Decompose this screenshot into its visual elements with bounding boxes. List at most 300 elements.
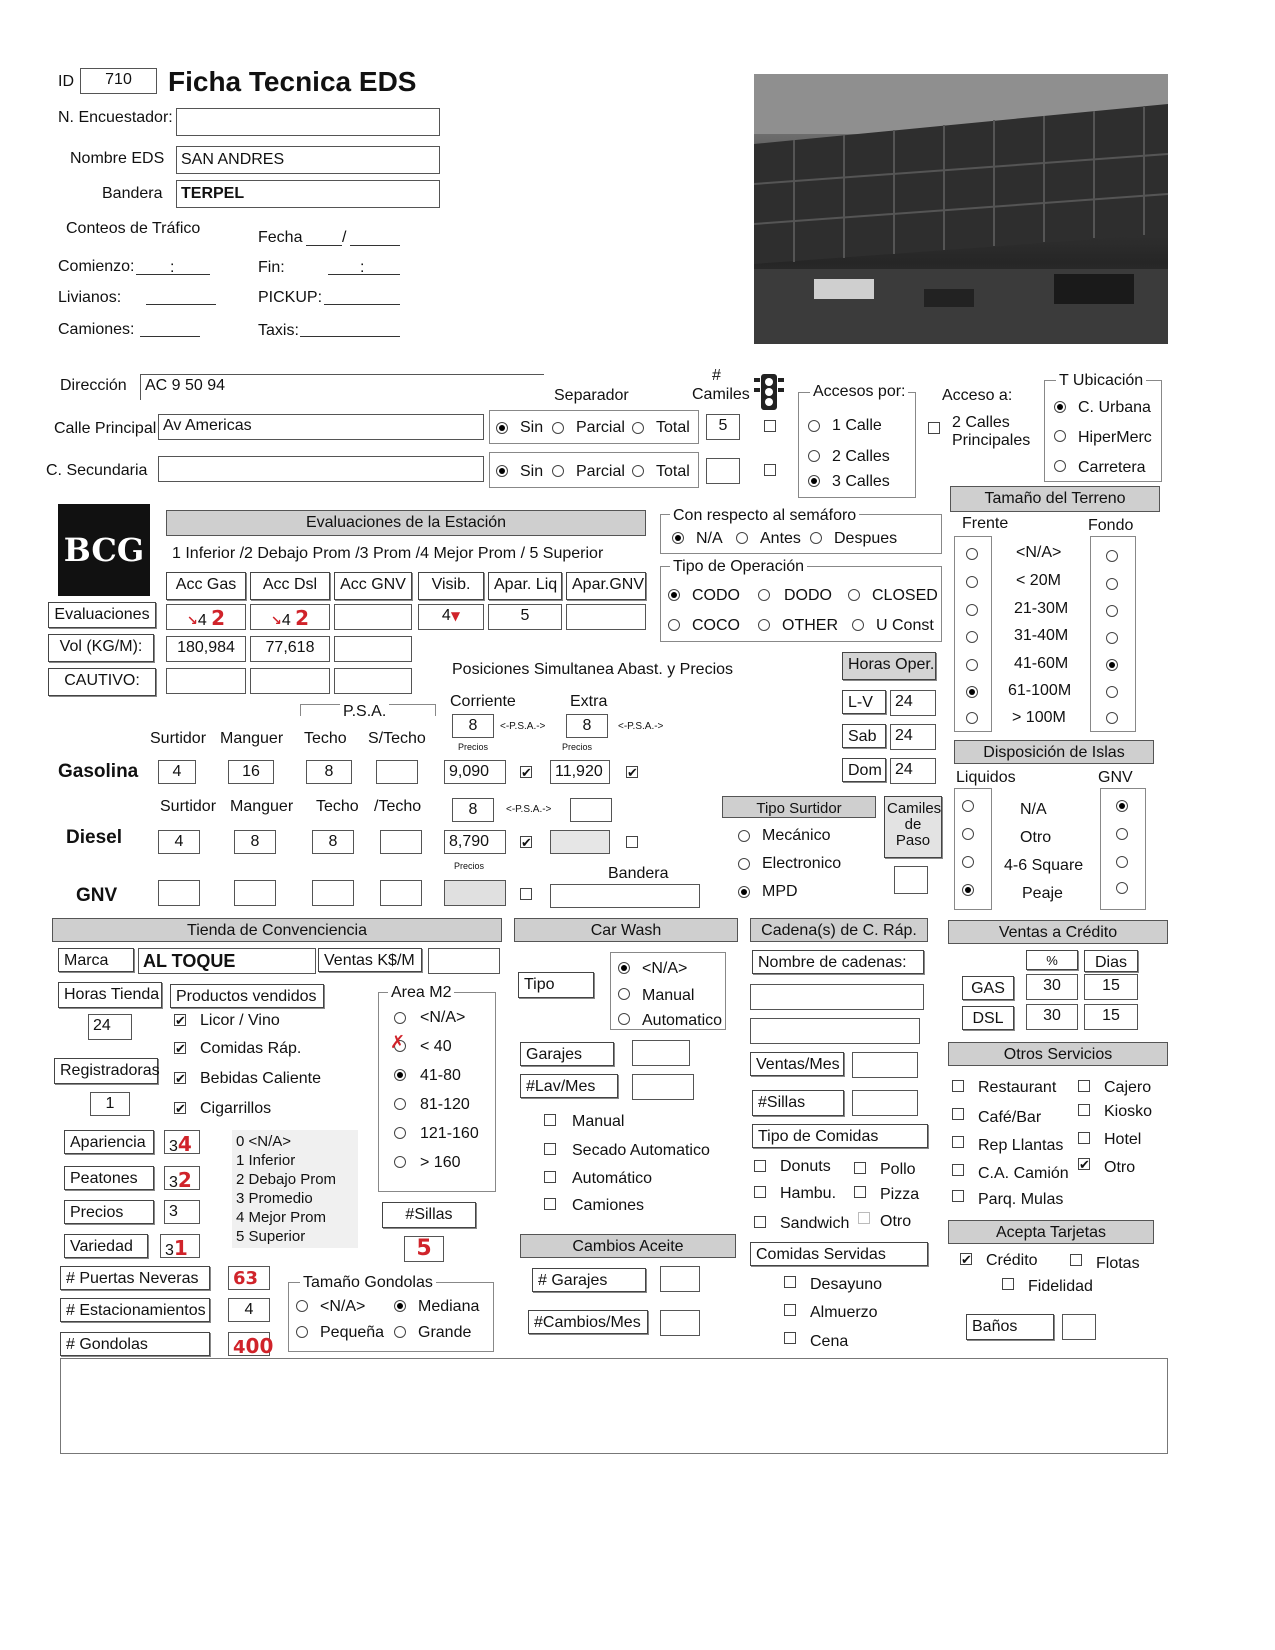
sep-principal-total-radio[interactable]	[632, 422, 644, 434]
carwash-auto-label: Automático	[572, 1170, 653, 1187]
horas-lv-field[interactable]: 24	[890, 690, 936, 716]
eval-apar-liq[interactable]: 5	[488, 604, 562, 630]
operacion-other-label: OTHER	[782, 617, 838, 634]
notes-textarea[interactable]	[60, 1358, 1168, 1454]
fondo-61-100-radio[interactable]	[1106, 686, 1118, 698]
estacionamientos-field[interactable]: 4	[228, 1298, 270, 1322]
livianos-line[interactable]	[146, 304, 216, 305]
gas-corriente-precio[interactable]: 9,090	[444, 760, 506, 784]
fecha-month-line[interactable]	[350, 245, 400, 246]
otros-cajero-checkbox[interactable]	[1078, 1080, 1090, 1092]
gondolas-field[interactable]: 400	[228, 1332, 270, 1356]
producto-cigarrillos-label: Cigarrillos	[200, 1100, 272, 1117]
legend-4: 4 Mejor Prom	[236, 1209, 327, 1226]
islas-opt-square: 4-6 Square	[1004, 857, 1084, 874]
taxis-label: Taxis:	[258, 322, 299, 339]
diesel-surtidor[interactable]: 4	[158, 830, 200, 854]
sep-secundaria-parcial-label: Parcial	[576, 463, 625, 480]
frente-21-30-radio[interactable]	[966, 604, 978, 616]
horas-sab-field[interactable]: 24	[890, 724, 936, 750]
principal-camiles-field[interactable]: 5	[706, 414, 740, 440]
header-acc-gas: Acc Gas	[166, 572, 246, 600]
sep-secundaria-sin-radio[interactable]	[496, 465, 508, 477]
gondolas-size-title: Tamaño Gondolas	[300, 1275, 436, 1291]
ventas-field[interactable]	[428, 948, 500, 974]
gnv-precio[interactable]	[444, 880, 506, 906]
legend-2: 2 Debajo Prom	[236, 1171, 337, 1188]
rating-legend	[232, 1130, 358, 1248]
cadenas-ventas-label: Ventas/Mes	[750, 1052, 844, 1076]
cautivo-row-label: CAUTIVO:	[48, 668, 156, 696]
islas-gnv-na-radio[interactable]	[1116, 800, 1128, 812]
otros-hotel-checkbox[interactable]	[1078, 1132, 1090, 1144]
carwash-auto-checkbox[interactable]	[544, 1171, 556, 1183]
operacion-dodo-radio[interactable]	[758, 589, 770, 601]
fondo-21-30-radio[interactable]	[1106, 605, 1118, 617]
area-41-80-radio[interactable]	[394, 1069, 406, 1081]
aceite-cambios-label: #Cambios/Mes	[528, 1310, 648, 1334]
psa-group-title: P.S.A.	[340, 704, 389, 720]
header-acc-dsl: Acc Dsl	[250, 572, 330, 600]
ubicacion-title: T Ubicación	[1056, 373, 1146, 389]
semaforo-despues-radio[interactable]	[810, 532, 822, 544]
aceite-garajes-label: # Garajes	[532, 1268, 646, 1292]
frente-20-radio[interactable]	[966, 576, 978, 588]
diesel-psa2[interactable]	[570, 798, 612, 822]
principal-semaforo-checkbox[interactable]	[764, 420, 776, 432]
legend-3: 3 Promedio	[236, 1190, 313, 1207]
fondo-na-radio[interactable]	[1106, 550, 1118, 562]
gas-corriente-precios-label: Precios	[458, 742, 489, 752]
gas-extra-psa[interactable]: 8	[566, 714, 608, 738]
otros-hotel-label: Hotel	[1104, 1131, 1142, 1148]
credito-dsl-pct[interactable]: 30	[1026, 1004, 1078, 1030]
otros-title: Otros Servicios	[948, 1042, 1168, 1066]
horas-dom-field[interactable]: 24	[890, 758, 936, 784]
servida-desayuno-label: Desayuno	[810, 1276, 883, 1293]
header-apar-gnv: Apar.GNV	[566, 572, 646, 600]
frente-31-40-radio[interactable]	[966, 631, 978, 643]
carwash-manual-check-label: Manual	[572, 1113, 625, 1130]
otros-restaurant-checkbox[interactable]	[952, 1080, 964, 1092]
terreno-opt-41-60: 41-60M	[1014, 655, 1069, 672]
col-manguer: Manguer	[220, 730, 284, 747]
banos-field[interactable]	[1062, 1314, 1096, 1340]
fondo-100-radio[interactable]	[1106, 712, 1118, 724]
gas-extra-precios-label: Precios	[562, 742, 593, 752]
frente-na-radio[interactable]	[966, 548, 978, 560]
gas-psa-arrow-2: <-P.S.A.->	[618, 721, 664, 732]
camiones-label: Camiones:	[58, 321, 135, 338]
islas-gnv-label: GNV	[1098, 769, 1133, 786]
surtidor-electronico-label: Electronico	[762, 855, 842, 872]
islas-liq-na-radio[interactable]	[962, 800, 974, 812]
islas-opt-na: N/A	[1020, 801, 1047, 818]
carwash-lav-label: #Lav/Mes	[520, 1074, 618, 1098]
ubicacion-urbana-radio[interactable]	[1054, 401, 1066, 413]
secundaria-camiles-field[interactable]	[706, 458, 740, 484]
carwash-secado-checkbox[interactable]	[544, 1143, 556, 1155]
producto-licor-checkbox[interactable]	[174, 1014, 186, 1026]
secundaria-semaforo-checkbox[interactable]	[764, 464, 776, 476]
horas-tienda-field[interactable]: 24	[88, 1014, 132, 1040]
area-160-label: > 160	[420, 1154, 461, 1171]
fecha-sep: /	[342, 229, 347, 246]
cadenas-nombre-label: Nombre de cadenas:	[752, 950, 924, 974]
livianos-label: Livianos:	[58, 289, 122, 306]
registradoras-field[interactable]: 1	[90, 1092, 130, 1116]
fin-sep: :	[360, 259, 365, 276]
gas-stecho[interactable]	[376, 760, 418, 784]
tienda-sillas-label: #Sillas	[382, 1202, 476, 1228]
credito-gas-pct[interactable]: 30	[1026, 974, 1078, 1000]
cadenas-sillas-field[interactable]	[852, 1090, 918, 1116]
area-na-label: <N/A>	[420, 1009, 466, 1026]
surtidor-mecanico-label: Mecánico	[762, 827, 831, 844]
comida-otro-label: Otro	[880, 1213, 912, 1230]
peatones-field[interactable]: 32	[164, 1166, 200, 1190]
tarjetas-title: Acepta Tarjetas	[948, 1220, 1154, 1244]
operacion-uconst-label: U Const	[876, 617, 934, 634]
operacion-coco-label: COCO	[692, 617, 740, 634]
gondolas-label: # Gondolas	[60, 1332, 210, 1356]
id-field[interactable]: 710	[80, 68, 157, 94]
gondolas-grande-radio[interactable]	[394, 1326, 406, 1338]
comienzo-label: Comienzo:	[58, 258, 135, 275]
credito-pct-header: %	[1026, 950, 1078, 970]
surtidor-mecanico-radio[interactable]	[738, 830, 750, 842]
gas-corriente-precio-checkbox[interactable]	[520, 766, 532, 778]
comida-pollo-checkbox[interactable]	[854, 1162, 866, 1174]
carwash-automatico-radio[interactable]	[618, 1013, 630, 1025]
credito-gas-dias[interactable]: 15	[1084, 974, 1138, 1000]
sep-principal-sin-radio[interactable]	[496, 422, 508, 434]
calle-secundaria-field[interactable]	[158, 456, 484, 482]
pickup-line[interactable]	[324, 304, 400, 305]
sep-secundaria-total-radio[interactable]	[632, 465, 644, 477]
servidas-label: Comidas Servidas	[750, 1242, 928, 1266]
cautivo-acc-gas[interactable]	[166, 668, 246, 694]
tienda-sillas-field[interactable]: 5	[404, 1236, 444, 1262]
sep-principal-total-label: Total	[656, 419, 690, 436]
apariencia-field[interactable]: 34	[164, 1130, 200, 1154]
area-81-120-label: 81-120	[420, 1096, 470, 1113]
gas-manguer[interactable]: 16	[228, 760, 274, 784]
bcg-logo: BCG	[58, 504, 150, 596]
otros-otro-label: Otro	[1104, 1159, 1136, 1176]
diesel-precio2[interactable]	[550, 830, 610, 854]
ubicacion-hipermerc-radio[interactable]	[1054, 430, 1066, 442]
frente-100-radio[interactable]	[966, 712, 978, 724]
frente-61-100-radio[interactable]	[966, 686, 978, 698]
legend-0: 0 <N/A>	[236, 1133, 292, 1150]
operacion-closed-label: CLOSED	[872, 587, 938, 604]
posiciones-label: Posiciones Simultanea Abast. y Precios	[452, 661, 734, 678]
operacion-coco-radio[interactable]	[668, 619, 680, 631]
terreno-opt-na: <N/A>	[1016, 544, 1062, 561]
frente-41-60-radio[interactable]	[966, 659, 978, 671]
extra-label: Extra	[570, 693, 608, 710]
camiones-line[interactable]	[140, 336, 200, 337]
marca-label: Marca	[58, 948, 134, 972]
otros-cafe-label: Café/Bar	[978, 1109, 1042, 1126]
carwash-camiones-checkbox[interactable]	[544, 1198, 556, 1210]
ubicacion-urbana-label: C. Urbana	[1078, 399, 1151, 416]
acceso-2calles-checkbox[interactable]	[928, 422, 940, 434]
gas-extra-precio[interactable]: 11,920	[550, 760, 610, 784]
horas-dom-label: Dom	[842, 758, 886, 782]
area-160-radio[interactable]	[394, 1156, 406, 1168]
diesel-precio[interactable]: 8,790	[444, 830, 506, 854]
puertas-label: # Puertas Neveras	[60, 1266, 210, 1290]
taxis-line[interactable]	[300, 336, 400, 337]
camiles-label: Camiles	[692, 386, 750, 403]
islas-gnv-peaje-radio[interactable]	[1116, 882, 1128, 894]
horas-tienda-label: Horas Tienda	[58, 982, 162, 1008]
semaforo-despues-label: Despues	[834, 530, 898, 547]
credito-dias-header: Dias	[1084, 950, 1138, 972]
credito-dsl-dias[interactable]: 15	[1084, 1004, 1138, 1030]
gasolina-label: Gasolina	[58, 761, 139, 782]
otros-kiosko-checkbox[interactable]	[1078, 1104, 1090, 1116]
area-81-120-radio[interactable]	[394, 1098, 406, 1110]
surtidor-mpd-radio[interactable]	[738, 886, 750, 898]
gondolas-pequena-radio[interactable]	[296, 1326, 308, 1338]
servida-cena-checkbox[interactable]	[784, 1332, 796, 1344]
vol-acc-gas[interactable]: 180,984	[166, 636, 246, 662]
diesel-manguer[interactable]: 8	[234, 830, 276, 854]
accesos-3calles-radio[interactable]	[808, 475, 820, 487]
accesos-1calle-label: 1 Calle	[832, 417, 882, 434]
gas-techo[interactable]: 8	[306, 760, 352, 784]
tarjetas-fidelidad-checkbox[interactable]	[1002, 1278, 1014, 1290]
producto-comidas-checkbox[interactable]	[174, 1042, 186, 1054]
marca-field[interactable]: AL TOQUE	[138, 948, 316, 974]
terreno-opt-20: < 20M	[1016, 572, 1061, 589]
puertas-field[interactable]: 63	[228, 1266, 270, 1290]
comida-pizza-checkbox[interactable]	[854, 1186, 866, 1198]
apariencia-label: Apariencia	[64, 1130, 154, 1154]
calle-principal-field[interactable]: Av Americas	[158, 414, 484, 440]
gas-corriente-psa[interactable]: 8	[452, 714, 494, 738]
tarjetas-credito-checkbox[interactable]	[960, 1253, 972, 1265]
producto-cigarrillos-checkbox[interactable]	[174, 1102, 186, 1114]
comida-pollo-label: Pollo	[880, 1161, 916, 1178]
area-40-label: < 40	[420, 1038, 452, 1055]
gas-psa-arrow-1: <-P.S.A.->	[500, 721, 546, 732]
sep-principal-parcial-label: Parcial	[576, 419, 625, 436]
fecha-label: Fecha	[258, 229, 303, 246]
bandera-field[interactable]: TERPEL	[176, 180, 440, 208]
diesel-techo[interactable]: 8	[312, 830, 354, 854]
terreno-opt-31-40: 31-40M	[1014, 627, 1069, 644]
gondolas-grande-label: Grande	[418, 1324, 472, 1341]
gondolas-na-radio[interactable]	[296, 1300, 308, 1312]
servida-desayuno-checkbox[interactable]	[784, 1276, 796, 1288]
operacion-title: Tipo de Operación	[670, 559, 807, 575]
encuestador-field[interactable]	[176, 108, 440, 136]
carwash-na-radio[interactable]	[618, 962, 630, 974]
terreno-fondo-label: Fondo	[1088, 517, 1134, 534]
gondolas-mediana-radio[interactable]	[394, 1300, 406, 1312]
sep-secundaria-parcial-radio[interactable]	[552, 465, 564, 477]
gondolas-mediana-label: Mediana	[418, 1298, 480, 1315]
carwash-garajes-field[interactable]	[632, 1040, 690, 1066]
fecha-day-line[interactable]	[306, 245, 342, 246]
cadenas-nombre-field-2[interactable]	[750, 1018, 920, 1044]
carwash-manual-radio[interactable]	[618, 988, 630, 1000]
sep-principal-sin-label: Sin	[520, 419, 544, 436]
islas-liq-peaje-radio[interactable]	[962, 884, 974, 896]
fondo-31-40-radio[interactable]	[1106, 632, 1118, 644]
comida-pizza-label: Pizza	[880, 1186, 920, 1203]
aceite-garajes-field[interactable]	[660, 1266, 700, 1292]
horas-sab-label: Sab	[842, 724, 886, 748]
area-na-radio[interactable]	[394, 1012, 406, 1024]
horas-lv-label: L-V	[842, 690, 886, 714]
gnv-bandera-field[interactable]	[550, 884, 700, 908]
otros-mulas-checkbox[interactable]	[952, 1190, 964, 1202]
otros-llantas-checkbox[interactable]	[952, 1136, 964, 1148]
islas-liq-otro-radio[interactable]	[962, 828, 974, 840]
camiles-paso-field[interactable]	[894, 866, 928, 894]
cadenas-nombre-field-1[interactable]	[750, 984, 924, 1010]
station-photo	[754, 74, 1168, 344]
producto-bebidas-checkbox[interactable]	[174, 1072, 186, 1084]
comida-sandwich-checkbox[interactable]	[754, 1216, 766, 1228]
calle-secundaria-label: C. Secundaria	[46, 462, 148, 479]
carwash-garajes-label: Garajes	[520, 1042, 614, 1066]
nombre-eds-field[interactable]: SAN ANDRES	[176, 146, 440, 174]
gnv-precio-checkbox[interactable]	[520, 888, 532, 900]
tarjetas-flotas-label: Flotas	[1096, 1255, 1140, 1272]
carwash-lav-field[interactable]	[632, 1074, 694, 1100]
tienda-title: Tienda de Convenciencia	[52, 918, 502, 942]
otros-camion-checkbox[interactable]	[952, 1164, 964, 1176]
otros-cajero-label: Cajero	[1104, 1079, 1152, 1096]
operacion-uconst-radio[interactable]	[852, 619, 864, 631]
semaforo-na-radio[interactable]	[672, 532, 684, 544]
otros-kiosko-label: Kiosko	[1104, 1103, 1153, 1120]
carwash-secado-label: Secado Automatico	[572, 1142, 710, 1159]
diesel-label: Diesel	[66, 827, 122, 848]
id-label: ID	[58, 73, 74, 90]
gas-surtidor[interactable]: 4	[158, 760, 196, 784]
gondolas-na-label: <N/A>	[320, 1298, 366, 1315]
ubicacion-carretera-radio[interactable]	[1054, 460, 1066, 472]
producto-comidas-label: Comidas Ráp.	[200, 1040, 302, 1057]
semaforo-antes-radio[interactable]	[736, 532, 748, 544]
eval-acc-gnv[interactable]	[334, 604, 412, 630]
tarjetas-flotas-checkbox[interactable]	[1070, 1254, 1082, 1266]
carwash-manual-checkbox[interactable]	[544, 1114, 556, 1126]
evaluaciones-row-label: Evaluaciones	[48, 602, 156, 628]
otros-otro-checkbox[interactable]	[1078, 1158, 1090, 1170]
operacion-closed-radio[interactable]	[848, 589, 860, 601]
diesel-precio-checkbox[interactable]	[520, 836, 532, 848]
operacion-other-radio[interactable]	[758, 619, 770, 631]
comida-otro-checkbox[interactable]	[858, 1212, 870, 1224]
islas-liq-square-radio[interactable]	[962, 856, 974, 868]
gnv-techo[interactable]	[312, 880, 354, 906]
diesel-psa-arrow: <-P.S.A.->	[506, 804, 552, 815]
acceso-a-label: Acceso a:	[942, 387, 1013, 404]
credito-gas-label: GAS	[962, 976, 1014, 1000]
fin-label: Fin:	[258, 259, 285, 276]
eval-visib[interactable]: 4▼	[418, 604, 484, 630]
surtidor-electronico-radio[interactable]	[738, 858, 750, 870]
tarjetas-fidelidad-label: Fidelidad	[1028, 1278, 1093, 1295]
diesel-col-surtidor: Surtidor	[160, 798, 217, 815]
area-121-160-radio[interactable]	[394, 1127, 406, 1139]
otros-llantas-label: Rep Llantas	[978, 1137, 1064, 1154]
accesos-title: Accesos por:	[810, 384, 908, 400]
aceite-title: Cambios Aceite	[520, 1234, 736, 1258]
operacion-codo-radio[interactable]	[668, 589, 680, 601]
otros-cafe-checkbox[interactable]	[952, 1108, 964, 1120]
credito-dsl-label: DSL	[962, 1006, 1014, 1030]
cadenas-ventas-field[interactable]	[852, 1052, 918, 1078]
eval-apar-gnv[interactable]	[566, 604, 646, 630]
variedad-label: Variedad	[64, 1234, 148, 1258]
eval-acc-gas[interactable]: ↘4 2	[166, 604, 246, 630]
islas-gnv-otro-radio[interactable]	[1116, 828, 1128, 840]
evaluaciones-title: Evaluaciones de la Estación	[166, 510, 646, 536]
diesel-stecho[interactable]	[380, 830, 422, 854]
operacion-codo-label: CODO	[692, 587, 740, 604]
terreno-opt-21-30: 21-30M	[1014, 600, 1069, 617]
pickup-label: PICKUP:	[258, 289, 323, 306]
tarjetas-credito-label: Crédito	[986, 1252, 1038, 1269]
gnv-bandera-label: Bandera	[608, 865, 669, 882]
direccion-field[interactable]: AC 9 50 94	[140, 374, 544, 400]
aceite-cambios-field[interactable]	[660, 1310, 700, 1336]
horas-title: Horas Oper.	[842, 652, 936, 680]
cadenas-title: Cadena(s) de C. Ráp.	[750, 918, 928, 942]
comida-donuts-checkbox[interactable]	[754, 1160, 766, 1172]
eval-acc-dsl[interactable]: ↘4 2	[250, 604, 330, 630]
cautivo-acc-dsl[interactable]	[250, 668, 330, 694]
terreno-opt-61-100: 61-100M	[1008, 682, 1072, 699]
fondo-20-radio[interactable]	[1106, 578, 1118, 590]
cautivo-acc-gnv[interactable]	[334, 668, 412, 694]
variedad-field[interactable]: 31	[160, 1234, 200, 1258]
fondo-41-60-radio[interactable]	[1106, 659, 1118, 671]
diesel-col-stecho: /Techo	[374, 798, 422, 815]
servida-almuerzo-checkbox[interactable]	[784, 1304, 796, 1316]
gas-extra-precio-checkbox[interactable]	[626, 766, 638, 778]
surtidor-mpd-label: MPD	[762, 883, 798, 900]
calle-principal-label: Calle Principal	[54, 420, 157, 437]
islas-gnv-square-radio[interactable]	[1116, 856, 1128, 868]
gnv-manguer[interactable]	[234, 880, 276, 906]
diesel-precio2-checkbox[interactable]	[626, 836, 638, 848]
accesos-2calles-radio[interactable]	[808, 450, 820, 462]
gnv-stecho[interactable]	[380, 880, 422, 906]
camiles-paso-label: Camiles de Paso	[884, 796, 942, 858]
precios-field[interactable]: 3	[164, 1200, 200, 1224]
vol-acc-gnv[interactable]	[334, 636, 412, 662]
comida-hambu-checkbox[interactable]	[754, 1186, 766, 1198]
accesos-1calle-radio[interactable]	[808, 420, 820, 432]
ubicacion-hipermerc-label: HiperMerc	[1078, 429, 1152, 446]
area-title: Area M2	[388, 985, 454, 1001]
diesel-psa[interactable]: 8	[452, 798, 494, 822]
vol-acc-dsl[interactable]: 77,618	[250, 636, 330, 662]
gnv-surtidor[interactable]	[158, 880, 200, 906]
accesos-3calles-label: 3 Calles	[832, 473, 890, 490]
sep-principal-parcial-radio[interactable]	[552, 422, 564, 434]
